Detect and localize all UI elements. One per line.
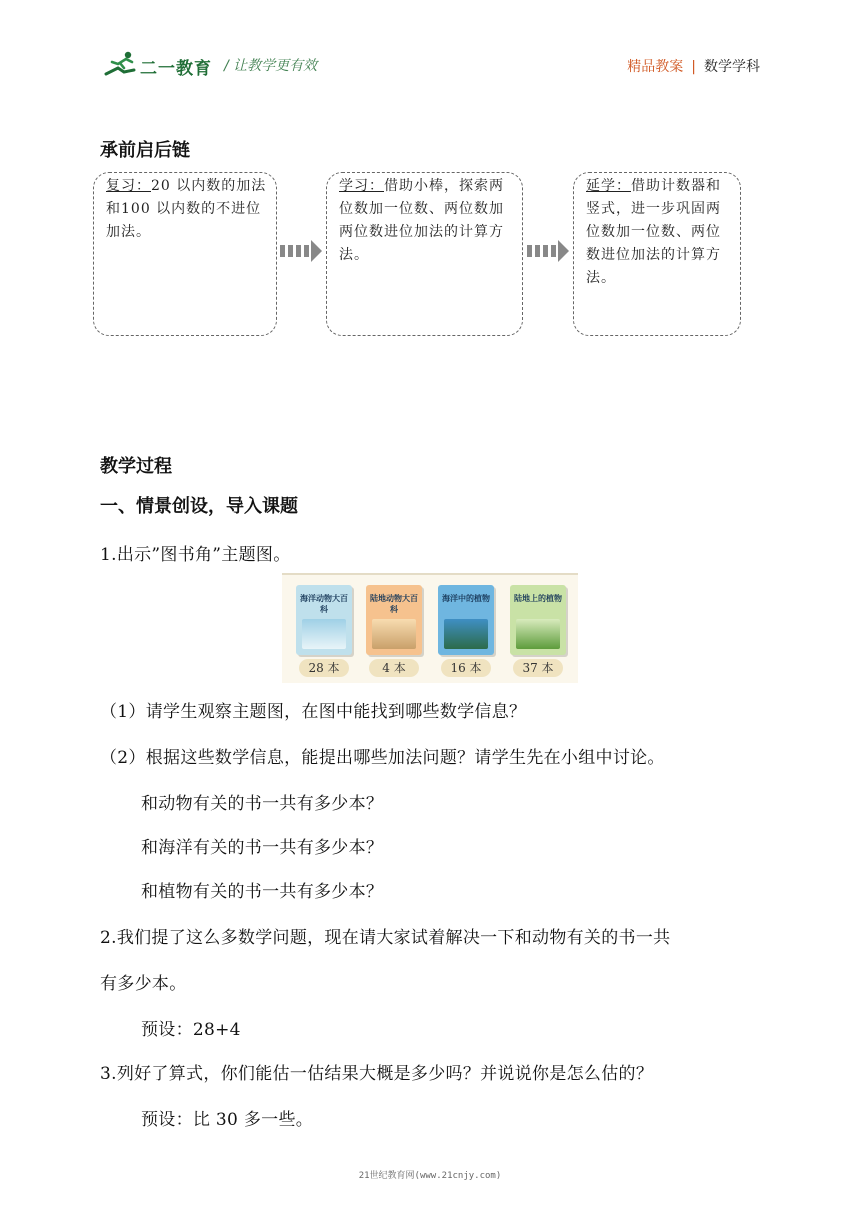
question-2b: 和海洋有关的书一共有多少本？ [141, 838, 384, 858]
flow-box-text: 借助计数器和竖式，进一步巩固两位数加一位数、两位数进位加法的计算方法。 [586, 178, 721, 286]
flow-box-lead: 延学： [586, 178, 631, 194]
plants-picture [516, 619, 560, 649]
question-2c: 和植物有关的书一共有多少本？ [141, 882, 384, 902]
logo-text: 二一教育 [140, 59, 212, 79]
footer-source: 21世纪教育网(www.21cnjy.com) [358, 1171, 502, 1181]
category-label: 精品教案 [627, 59, 684, 75]
flow-box-lead: 复习： [106, 178, 151, 194]
flow-box-text: 借助小棒，探索两位数加一位数、两位数加两位数进位加法的计算方法。 [339, 178, 504, 263]
question-1: （1）请学生观察主题图，在图中能找到哪些数学信息？ [100, 702, 527, 722]
section-title-process: 教学过程 [100, 456, 172, 477]
book-land-animals [366, 585, 422, 655]
book-ocean-plants [438, 585, 494, 655]
book-count: 28 本 [299, 659, 349, 677]
flow-arrow-icon [280, 240, 322, 262]
book-title: 海洋动物大百科 [300, 594, 348, 614]
logo-runner-icon [104, 50, 138, 78]
book-land-plants [510, 585, 566, 655]
flow-box-text: 20 以内数的加法和100 以内数的不进位加法。 [106, 178, 267, 240]
question-2: （2）根据这些数学信息，能提出哪些加法问题？请学生先在小组中讨论。 [100, 748, 665, 768]
seaweed-picture [444, 619, 488, 649]
preset-1: 预设：28+4 [141, 1020, 241, 1040]
flow-arrow-icon [527, 240, 569, 262]
header-separator: | [691, 59, 696, 75]
slogan: / 让教学更有效 [224, 58, 318, 74]
book-ocean-animals [296, 585, 352, 655]
animals-picture [372, 619, 416, 649]
flow-box-extend [573, 172, 741, 336]
whale-picture [302, 619, 346, 649]
book-title: 陆地动物大百科 [370, 594, 418, 614]
section-title-link: 承前启后链 [100, 140, 190, 161]
preset-2: 预设：比 30 多一些。 [141, 1110, 314, 1130]
subject-label: 数学学科 [704, 59, 760, 75]
part1-title: 一、情景创设，导入课题 [100, 496, 298, 517]
step1-text: 1.出示”图书角”主题图。 [100, 545, 291, 565]
book-count: 4 本 [369, 659, 419, 677]
step2-line2: 有多少本。 [100, 974, 187, 994]
step3-text: 3.列好了算式，你们能估一估结果大概是多少吗？并说说你是怎么估的？ [100, 1064, 654, 1084]
book-title: 海洋中的植物 [442, 594, 490, 603]
header-right [627, 56, 760, 76]
book-count: 16 本 [441, 659, 491, 677]
book-title: 陆地上的植物 [514, 594, 562, 603]
question-2a: 和动物有关的书一共有多少本？ [141, 794, 384, 814]
flow-box-review [93, 172, 277, 336]
book-count: 37 本 [513, 659, 563, 677]
book-corner-illustration [282, 573, 578, 683]
flow-box-lead: 学习： [339, 178, 384, 194]
flow-box-learn [326, 172, 523, 336]
step2-line1: 2.我们提了这么多数学问题，现在请大家试着解决一下和动物有关的书一共 [100, 928, 671, 948]
